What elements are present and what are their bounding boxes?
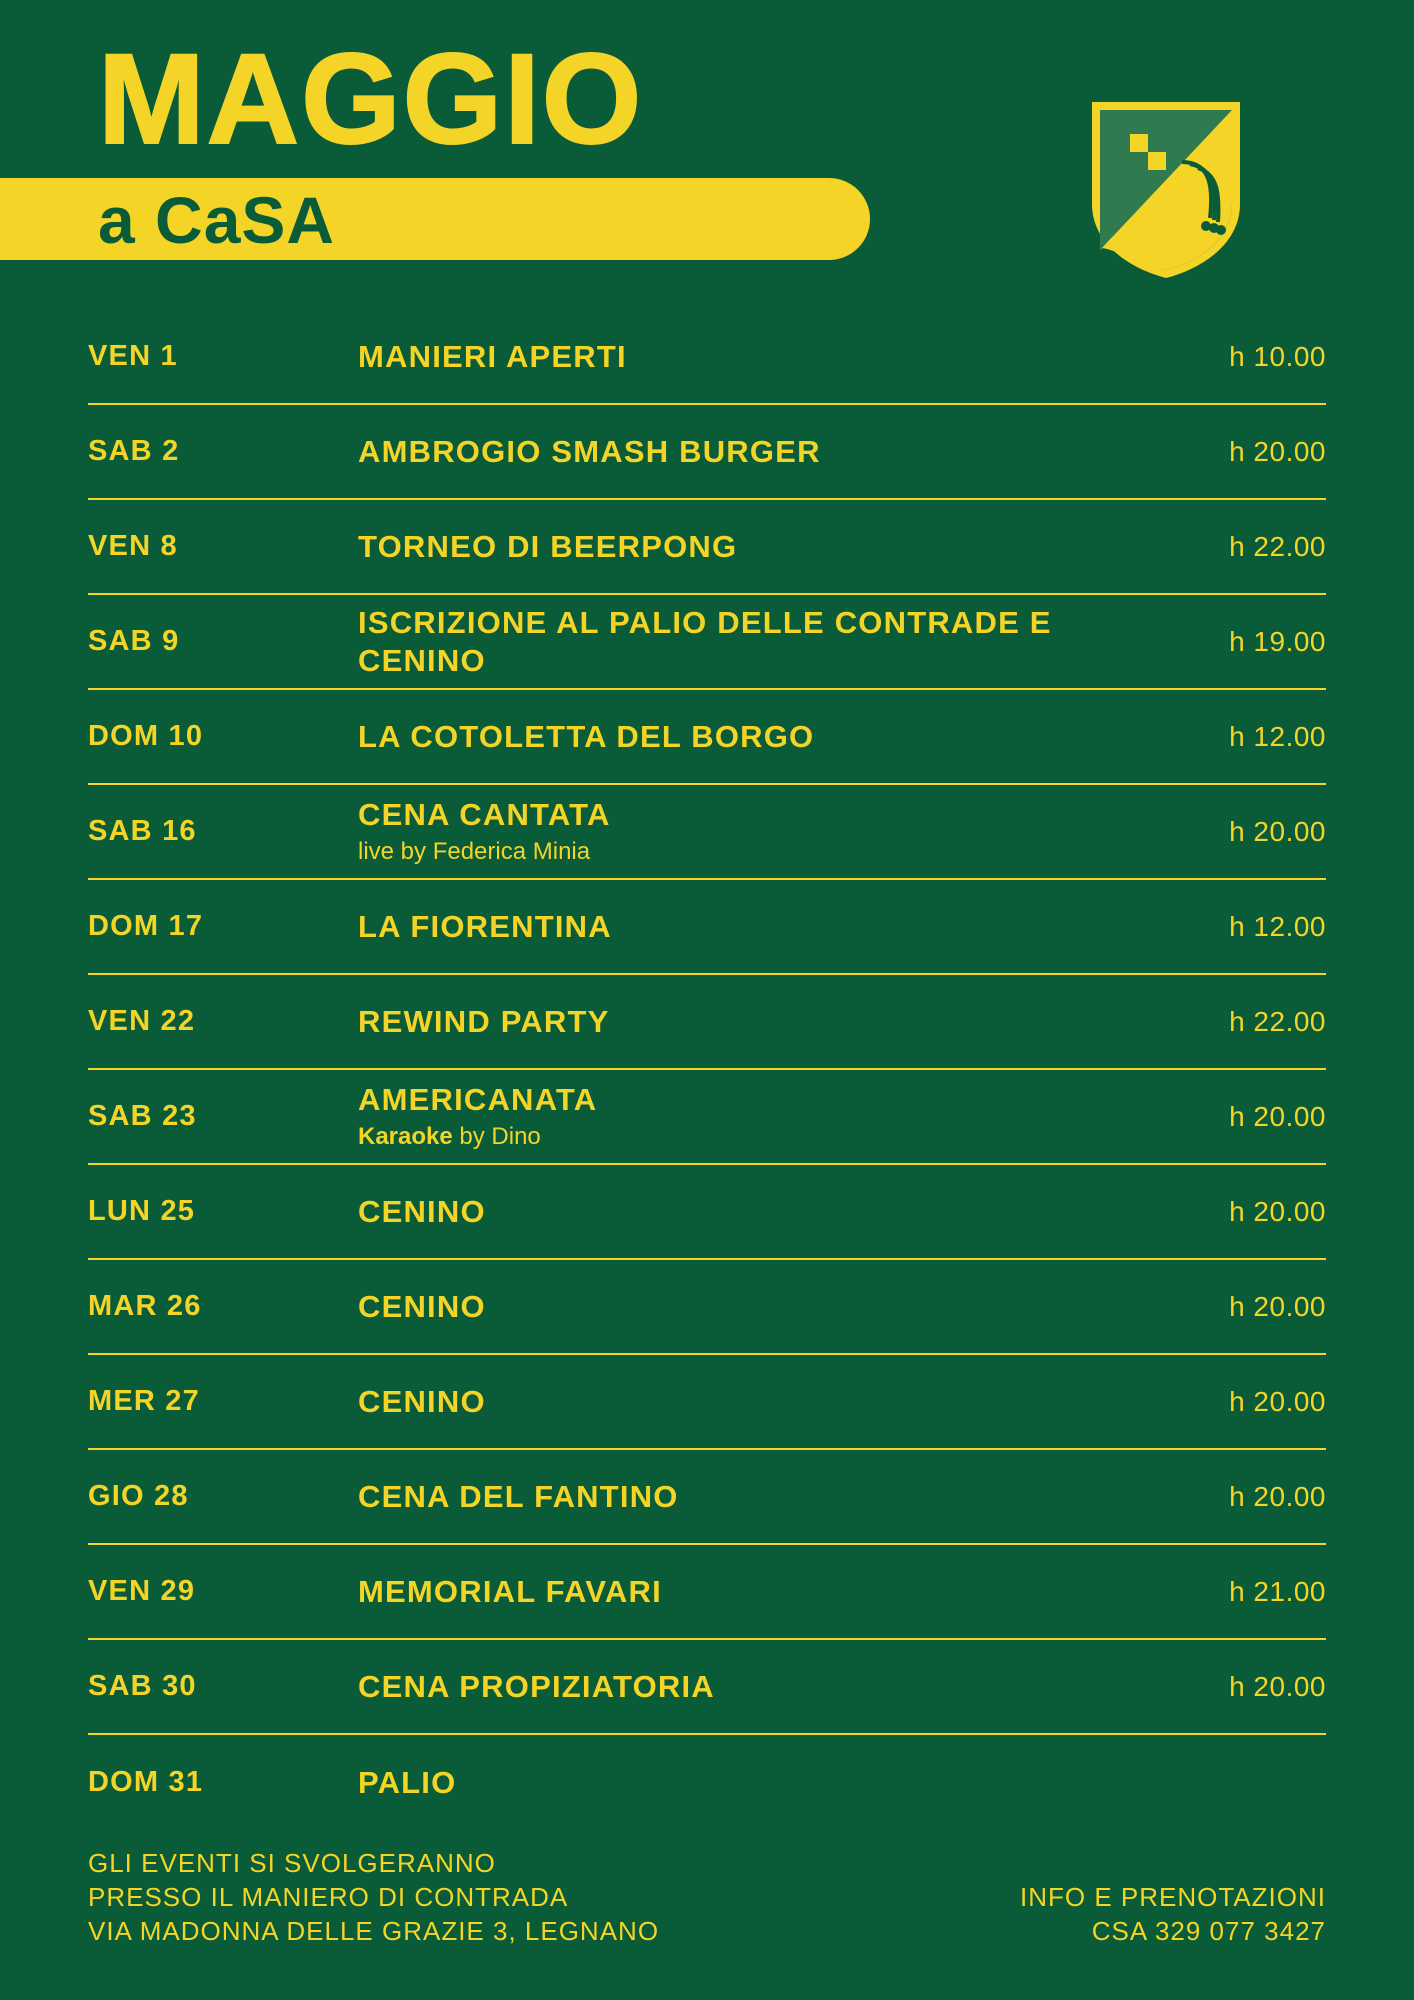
list-item xyxy=(88,1070,1326,1165)
event-info xyxy=(358,433,1176,471)
event-day: SAB 9 xyxy=(88,625,180,657)
event-day: LUN 25 xyxy=(88,1195,196,1227)
event-title: CENA DEL FANTINO xyxy=(358,1478,679,1514)
event-title: LA COTOLETTA DEL BORGO xyxy=(358,718,815,754)
list-item xyxy=(88,595,1326,690)
event-info xyxy=(358,908,1176,946)
list-item xyxy=(88,785,1326,880)
event-info xyxy=(358,1003,1176,1041)
contact-phone: CSA 329 077 3427 xyxy=(1091,1916,1326,1946)
page-subtitle: a CaSA xyxy=(98,183,336,257)
event-day: VEN 1 xyxy=(88,340,178,372)
venue-line-3: VIA MADONNA DELLE GRAZIE 3, LEGNANO xyxy=(88,1916,660,1946)
list-item xyxy=(88,1450,1326,1545)
venue-info xyxy=(88,1846,659,1948)
event-title: CENINO xyxy=(358,1383,486,1419)
event-info xyxy=(358,604,1176,680)
event-title: AMERICANATA xyxy=(358,1081,598,1117)
event-time: h 20.00 xyxy=(1229,1670,1326,1702)
event-day: VEN 22 xyxy=(88,1005,196,1037)
event-day: VEN 8 xyxy=(88,530,178,562)
event-time: h 12.00 xyxy=(1229,720,1326,752)
list-item xyxy=(88,1355,1326,1450)
event-info xyxy=(358,1573,1176,1611)
event-time: h 20.00 xyxy=(1229,1100,1326,1132)
poster-header xyxy=(0,0,1414,300)
list-item xyxy=(88,1735,1326,1830)
event-info xyxy=(358,338,1176,376)
list-item xyxy=(88,690,1326,785)
event-title: CENINO xyxy=(358,1288,486,1324)
contact-info xyxy=(1020,1880,1326,1948)
event-title: PALIO xyxy=(358,1764,457,1800)
event-info xyxy=(358,1193,1176,1231)
event-title: TORNEO DI BEERPONG xyxy=(358,528,738,564)
event-title: LA FIORENTINA xyxy=(358,908,612,944)
event-time: h 20.00 xyxy=(1229,1290,1326,1322)
event-day: SAB 16 xyxy=(88,815,197,847)
list-item xyxy=(88,310,1326,405)
event-title: AMBROGIO SMASH BURGER xyxy=(358,433,821,469)
list-item xyxy=(88,880,1326,975)
event-day: MER 27 xyxy=(88,1385,200,1417)
event-time: h 22.00 xyxy=(1229,530,1326,562)
event-day: SAB 30 xyxy=(88,1670,197,1702)
event-day: SAB 23 xyxy=(88,1100,197,1132)
event-day: DOM 31 xyxy=(88,1766,204,1798)
event-info xyxy=(358,1288,1176,1326)
event-title: MEMORIAL FAVARI xyxy=(358,1573,662,1609)
event-day: DOM 10 xyxy=(88,720,204,752)
event-day: GIO 28 xyxy=(88,1480,189,1512)
list-item xyxy=(88,975,1326,1070)
event-time: h 22.00 xyxy=(1229,1005,1326,1037)
event-info xyxy=(358,796,1176,868)
event-time: h 20.00 xyxy=(1229,1480,1326,1512)
event-time: h 20.00 xyxy=(1229,435,1326,467)
event-info xyxy=(358,528,1176,566)
event-title: MANIERI APERTI xyxy=(358,338,627,374)
event-subtitle-bold: Karaoke xyxy=(358,1122,453,1150)
event-subtitle: live by Federica Minia xyxy=(358,837,591,865)
event-time: h 12.00 xyxy=(1229,910,1326,942)
page-title: MAGGIO xyxy=(98,28,644,171)
contrada-shield-crest-icon xyxy=(1090,100,1242,280)
contact-label: INFO E PRENOTAZIONI xyxy=(1020,1882,1326,1912)
event-title: CENINO xyxy=(358,1193,486,1229)
event-info xyxy=(358,1764,1176,1802)
event-subtitle xyxy=(358,1121,1156,1153)
event-title: CENA PROPIZIATORIA xyxy=(358,1668,715,1704)
list-item xyxy=(88,1640,1326,1735)
list-item xyxy=(88,1260,1326,1355)
event-title: CENA CANTATA xyxy=(358,796,611,832)
event-day: MAR 26 xyxy=(88,1290,202,1322)
event-time: h 20.00 xyxy=(1229,815,1326,847)
event-info xyxy=(358,1478,1176,1516)
event-time: h 20.00 xyxy=(1229,1195,1326,1227)
event-info xyxy=(358,718,1176,756)
event-day: DOM 17 xyxy=(88,910,204,942)
event-info xyxy=(358,1668,1176,1706)
event-day: SAB 2 xyxy=(88,435,180,467)
event-info xyxy=(358,1383,1176,1421)
event-info xyxy=(358,1081,1176,1153)
venue-line-2: PRESSO IL MANIERO DI CONTRADA xyxy=(88,1882,569,1912)
event-title: ISCRIZIONE AL PALIO DELLE CONTRADE E CENINO xyxy=(358,604,1052,678)
poster-footer xyxy=(88,1846,1326,1948)
venue-line-1: GLI EVENTI SI SVOLGERANNO xyxy=(88,1848,496,1878)
event-day: VEN 29 xyxy=(88,1575,196,1607)
event-time: h 20.00 xyxy=(1229,1385,1326,1417)
event-time: h 10.00 xyxy=(1229,340,1326,372)
event-time: h 21.00 xyxy=(1229,1575,1326,1607)
list-item xyxy=(88,1545,1326,1640)
event-title: REWIND PARTY xyxy=(358,1003,610,1039)
event-subtitle-rest: by Dino xyxy=(452,1122,541,1150)
event-time: h 19.00 xyxy=(1229,625,1326,657)
event-list xyxy=(88,310,1326,1830)
list-item xyxy=(88,1165,1326,1260)
list-item xyxy=(88,405,1326,500)
list-item xyxy=(88,500,1326,595)
